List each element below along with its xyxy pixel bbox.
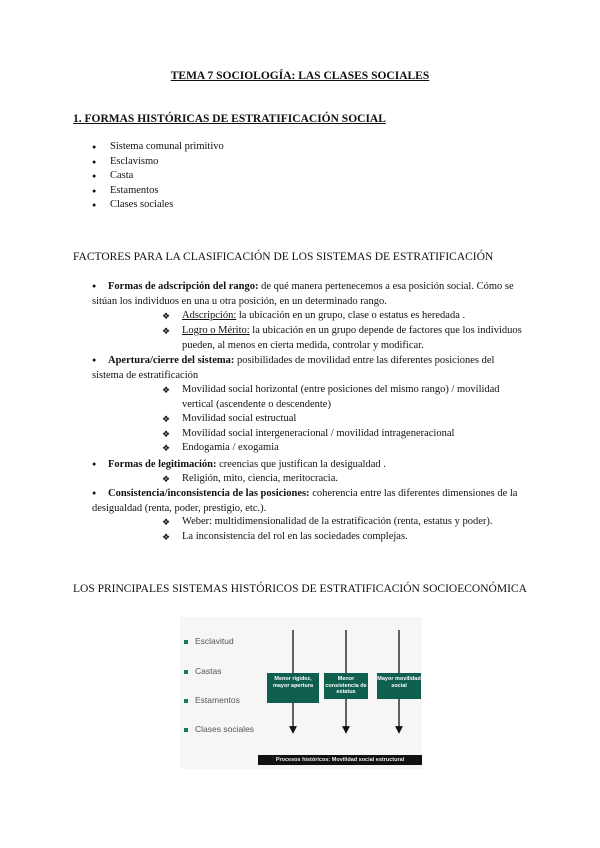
diagram-label: Estamentos [195, 695, 240, 705]
diagram-box: Mayor movilidad social [377, 673, 421, 699]
sub-text: la ubicación en un grupo depende de factores que los individuos pueden, al menos en cierta medida, controlar y modificar. [182, 325, 522, 351]
diagram-label: Clases sociales [195, 724, 255, 734]
bullet-icon: ● [92, 489, 97, 497]
diamond-bullet-icon: ❖ [162, 532, 171, 542]
bullet-icon: ● [92, 282, 97, 290]
factor-legitimacion [92, 457, 522, 473]
sub-item [162, 427, 527, 442]
diamond-bullet-icon: ❖ [162, 385, 171, 395]
bullet-icon: ● [92, 356, 97, 364]
section1-heading: 1. FORMAS HISTÓRICAS DE ESTRATIFICACIÓN SOCIAL [73, 113, 386, 125]
diamond-bullet-icon: ❖ [162, 414, 171, 424]
sub-text: Movilidad social intergeneracional / movilidad intrageneracional [182, 428, 455, 439]
diagram-box: Menor consistencia de estatus [324, 673, 368, 699]
stratification-diagram [180, 617, 422, 769]
diamond-bullet-icon: ❖ [162, 443, 171, 453]
factor-consistencia [92, 486, 522, 516]
diagram-label: Esclavitud [195, 636, 234, 646]
diagram-caption: Procesos históricos: Movilidad social estructural [258, 755, 422, 765]
sub-text: Endogamia / exogamia [182, 442, 279, 453]
sub-item [162, 530, 527, 545]
factor-text: posibilidades de movilidad entre las diferentes posiciones del sistema de estratificación [92, 354, 495, 381]
sub-item [162, 515, 527, 530]
sub-item [162, 383, 527, 413]
factor-label: Consistencia/inconsistencia de las posiciones: [108, 487, 310, 499]
section2-heading: FACTORES PARA LA CLASIFICACIÓN DE LOS SISTEMAS DE ESTRATIFICACIÓN [73, 251, 494, 263]
sub-item [162, 472, 527, 487]
sub-text: La inconsistencia del rol en las sociedades complejas. [182, 531, 408, 542]
sub-item [162, 309, 527, 324]
diamond-bullet-icon: ❖ [162, 429, 171, 439]
sub-text: Religión, mito, ciencia, meritocracia. [182, 473, 338, 484]
diamond-bullet-icon: ❖ [162, 311, 171, 321]
sub-text: la ubicación en un grupo, clase o estatus es heredada . [236, 310, 466, 321]
sub-item [162, 441, 527, 456]
sub-item [162, 324, 527, 354]
sub-label: Adscripción: [182, 310, 237, 321]
sub-item [162, 412, 527, 427]
diamond-bullet-icon: ❖ [162, 517, 171, 527]
historical-forms-list [92, 140, 224, 213]
factor-apertura [92, 353, 522, 383]
diamond-bullet-icon: ❖ [162, 326, 171, 336]
list-item: ● Sistema comunal primitivo [92, 140, 224, 155]
list-item: ● Clases sociales [92, 198, 224, 213]
diagram-label: Castas [195, 666, 222, 676]
sub-text: Movilidad social horizontal (entre posiciones del mismo rango) / movilidad vertical (ascendente o descendente) [182, 384, 500, 410]
sub-text: Movilidad social estructual [182, 413, 297, 424]
diagram-box: Menor rigidez, mayor apertura [267, 673, 319, 703]
factor-label: Formas de legitimación: [108, 458, 217, 470]
list-item: ● Casta [92, 169, 224, 184]
diamond-bullet-icon: ❖ [162, 474, 171, 484]
sub-label: Logro o Mérito: [182, 325, 250, 336]
list-item: ● Esclavismo [92, 155, 224, 170]
factor-text: de qué manera pertenecemos a esa posición social. Cómo se sitúan los individuos en una u otra posición, en un determinado rango. [92, 280, 514, 307]
factor-text: creencias que justifican la desigualdad . [216, 458, 386, 470]
factor-label: Formas de adscripción del rango: [108, 280, 259, 292]
page-title: TEMA 7 SOCIOLOGÍA: LAS CLASES SOCIALES [170, 70, 430, 82]
factor-label: Apertura/cierre del sistema: [108, 354, 235, 366]
bullet-icon: ● [92, 460, 97, 468]
factor-text: coherencia entre las diferentes dimensiones de la desigualdad (renta, poder, prestigio, etc.). [92, 487, 518, 514]
section3-heading: LOS PRINCIPALES SISTEMAS HISTÓRICOS DE ESTRATIFICACIÓN SOCIOECONÓMICA [73, 583, 527, 595]
factor-adscription [92, 279, 522, 309]
list-item: ● Estamentos [92, 184, 224, 199]
sub-text: Weber: multidimensionalidad de la estratificación (renta, estatus y poder). [182, 516, 493, 527]
